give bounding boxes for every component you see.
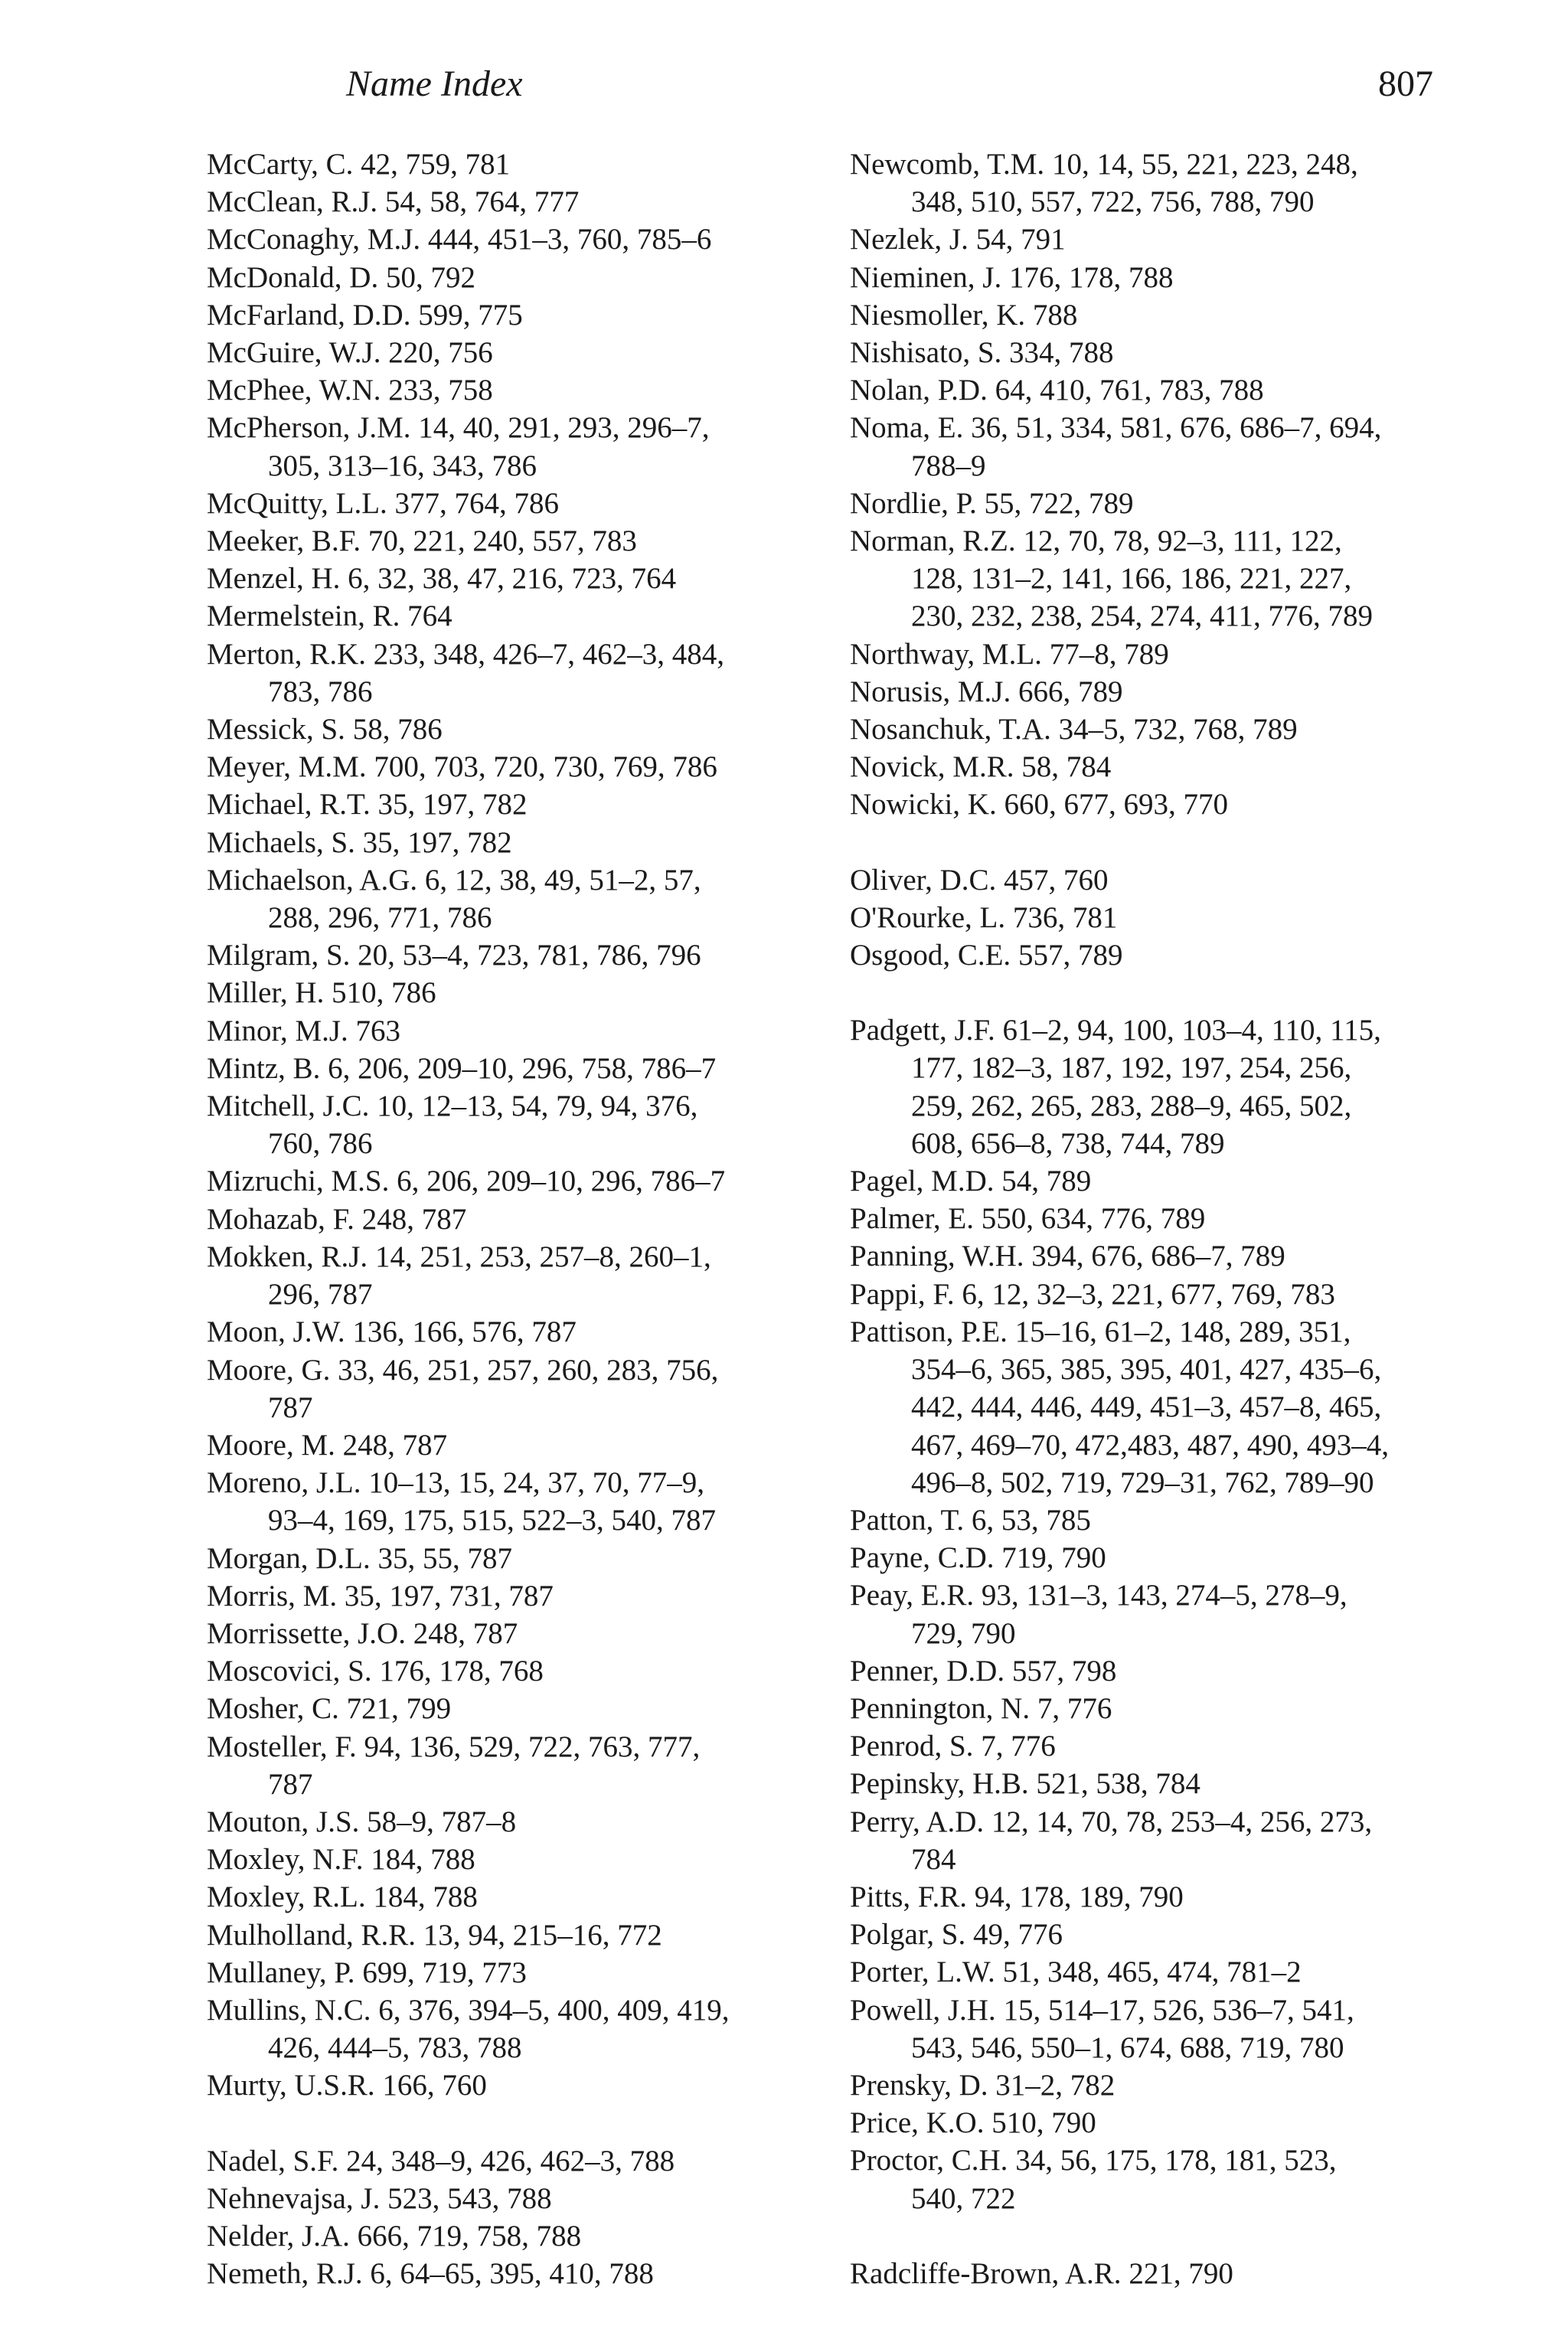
index-entry <box>207 711 812 748</box>
entry-page-refs: 14, 251, 253, 257–8, 260–1, 296, 787 <box>268 1240 711 1312</box>
entry-page-refs: 377, 764, 786 <box>394 486 560 520</box>
entry-page-refs: 550, 634, 776, 789 <box>981 1202 1206 1236</box>
entry-page-refs: 54, 791 <box>975 223 1066 256</box>
entry-name: McDonald, D. <box>207 260 379 294</box>
entry-page-refs: 394, 676, 686–7, 789 <box>1031 1240 1285 1273</box>
entry-name: Price, K.O. <box>850 2106 985 2140</box>
entry-name: Pepinsky, H.B. <box>850 1767 1029 1801</box>
entry-name: Michaels, S. <box>207 825 355 859</box>
entry-page-refs: 184, 788 <box>373 1880 478 1914</box>
entry-page-refs: 12, 70, 78, 92–3, 111, 122, 128, 131–2, 141, 166, 186, 221, 227, 230, 232, 238, 254, 274, 411, 776, 789 <box>911 524 1374 633</box>
entry-name: Mullins, N.C. <box>207 1993 371 2027</box>
entry-name: Nordlie, P. <box>850 486 977 520</box>
entry-name: McCarty, C. <box>207 148 354 181</box>
index-entry <box>850 2066 1508 2104</box>
index-entry <box>207 1351 812 1426</box>
entry-page-refs: 64, 410, 761, 783, 788 <box>995 374 1264 407</box>
index-entry <box>850 1276 1508 1313</box>
index-entry <box>850 2142 1508 2217</box>
entry-name: Moon, J.W. <box>207 1315 345 1349</box>
entry-name: McConaghy, M.J. <box>207 223 421 256</box>
index-entry <box>207 334 812 371</box>
entry-page-refs: 220, 756 <box>388 336 493 370</box>
entry-page-refs: 70, 221, 240, 557, 783 <box>368 524 637 558</box>
entry-name: Payne, C.D. <box>850 1541 995 1575</box>
entry-name: Oliver, D.C. <box>850 863 997 897</box>
index-entry <box>850 1991 1508 2066</box>
entry-page-refs: 15–16, 61–2, 148, 289, 351, 354–6, 365, 385, 395, 401, 427, 435–6, 442, 444, 446, 449, 451–3, 457–8, 465, 467, 469–70, 472,483, 487, 490, 493–4, 496–8, 502, 719, 729–31, 762, 789–90 <box>911 1315 1389 1499</box>
index-entry <box>207 748 812 786</box>
entry-page-refs: 50, 792 <box>385 260 475 294</box>
index-entry <box>850 1652 1508 1690</box>
entry-name: Murty, U.S.R. <box>207 2069 375 2102</box>
index-entry <box>207 861 812 936</box>
entry-page-refs: 58–9, 787–8 <box>367 1805 517 1838</box>
index-entry <box>207 597 812 635</box>
entry-page-refs: 35, 55, 787 <box>377 1541 513 1575</box>
entry-name: McPhee, W.N. <box>207 374 381 407</box>
entry-page-refs: 699, 719, 773 <box>362 1955 527 1989</box>
entry-page-refs: 36, 51, 334, 581, 676, 686–7, 694, 788–9 <box>911 411 1382 482</box>
entry-page-refs: 13, 94, 215–16, 772 <box>423 1918 662 1952</box>
entry-page-refs: 93, 131–3, 143, 274–5, 278–9, 729, 790 <box>911 1579 1348 1650</box>
entry-page-refs: 42, 759, 781 <box>361 148 511 181</box>
entry-page-refs: 700, 703, 720, 730, 769, 786 <box>374 750 717 784</box>
index-entry <box>850 1803 1508 1878</box>
entry-name: Minor, M.J. <box>207 1014 348 1047</box>
entry-name: Penner, D.D. <box>850 1654 1005 1687</box>
section-gap <box>850 2217 1508 2255</box>
entry-name: Miller, H. <box>207 976 325 1010</box>
entry-name: Morrissette, J.O. <box>207 1616 406 1650</box>
index-entry <box>850 748 1508 786</box>
entry-page-refs: 719, 790 <box>1001 1541 1106 1575</box>
entry-name: Menzel, H. <box>207 562 341 596</box>
entry-page-refs: 176, 178, 768 <box>379 1655 544 1688</box>
entry-name: Powell, J.H. <box>850 1993 996 2027</box>
index-entry <box>207 936 812 974</box>
index-entry <box>850 485 1508 522</box>
entry-name: Nieminen, J. <box>850 260 1002 294</box>
entry-name: Pagel, M.D. <box>850 1165 995 1198</box>
index-entry <box>207 1615 812 1652</box>
section-gap <box>850 974 1508 1011</box>
index-entry <box>207 485 812 522</box>
index-entry <box>850 635 1508 673</box>
index-entry <box>207 145 812 183</box>
index-entry <box>850 409 1508 484</box>
entry-name: Northway, M.L. <box>850 637 1042 671</box>
entry-name: Michael, R.T. <box>207 788 371 822</box>
entry-page-refs: 35, 197, 782 <box>377 788 528 822</box>
entry-name: Mitchell, J.C. <box>207 1090 370 1123</box>
entry-page-refs: 136, 166, 576, 787 <box>352 1315 577 1349</box>
entry-page-refs: 10, 12–13, 54, 79, 94, 376, 760, 786 <box>268 1090 698 1161</box>
index-entry <box>850 861 1508 899</box>
entry-name: Moreno, J.L. <box>207 1466 361 1500</box>
entry-page-refs: 521, 538, 784 <box>1036 1767 1200 1801</box>
index-entry <box>207 1238 812 1313</box>
entry-name: Moxley, N.F. <box>207 1843 364 1877</box>
index-column-right <box>850 145 1508 2292</box>
entry-name: Mizruchi, M.S. <box>207 1165 390 1198</box>
index-entry <box>207 1050 812 1087</box>
entry-name: Nehnevajsa, J. <box>207 2181 381 2215</box>
entry-name: Noma, E. <box>850 411 964 445</box>
entry-page-refs: 77–8, 789 <box>1049 637 1169 671</box>
entry-page-refs: 166, 760 <box>382 2069 487 2102</box>
entry-name: McPherson, J.M. <box>207 411 411 445</box>
entry-page-refs: 10, 14, 55, 221, 223, 248, 348, 510, 557, 722, 756, 788, 790 <box>911 148 1358 219</box>
entry-name: McFarland, D.D. <box>207 298 411 332</box>
index-entry <box>850 1690 1508 1727</box>
index-entry <box>207 2255 812 2292</box>
index-entry <box>850 259 1508 296</box>
entry-name: Mermelstein, R. <box>207 600 400 633</box>
index-entry <box>850 2104 1508 2142</box>
entry-page-refs: 666, 719, 758, 788 <box>357 2219 582 2253</box>
index-entry <box>207 2142 812 2180</box>
index-entry <box>207 635 812 711</box>
entry-name: Mohazab, F. <box>207 1202 354 1236</box>
entry-name: Meyer, M.M. <box>207 750 367 784</box>
entry-page-refs: 58, 784 <box>1021 750 1112 784</box>
entry-name: Moxley, R.L. <box>207 1880 366 1914</box>
entry-page-refs: 764 <box>407 600 452 633</box>
entry-page-refs: 24, 348–9, 426, 462–3, 788 <box>346 2144 675 2178</box>
index-entry <box>207 974 812 1011</box>
entry-name: Norman, R.Z. <box>850 524 1016 558</box>
index-entry <box>207 1577 812 1615</box>
entry-page-refs: 33, 46, 251, 257, 260, 283, 756, 787 <box>268 1353 719 1424</box>
entry-page-refs: 233, 758 <box>388 374 493 407</box>
index-entry <box>207 1464 812 1539</box>
entry-page-refs: 51, 348, 465, 474, 781–2 <box>1002 1955 1302 1989</box>
entry-page-refs: 184, 788 <box>371 1843 475 1877</box>
page-title: Name Index <box>346 64 523 104</box>
entry-name: McQuitty, L.L. <box>207 486 387 520</box>
index-entry <box>850 522 1508 635</box>
index-entry <box>207 1313 812 1351</box>
index-column-left <box>207 145 812 2292</box>
entry-page-refs: 176, 178, 788 <box>1008 260 1174 294</box>
entry-page-refs: 94, 178, 189, 790 <box>974 1880 1184 1913</box>
entry-name: Moore, G. <box>207 1353 331 1387</box>
entry-name: Penrod, S. <box>850 1730 974 1763</box>
index-entry <box>207 1878 812 1916</box>
index-entry <box>850 296 1508 334</box>
entry-page-refs: 35, 197, 782 <box>362 825 512 859</box>
index-entry <box>850 1878 1508 1916</box>
entry-page-refs: 457, 760 <box>1004 863 1109 897</box>
entry-name: Pitts, F.R. <box>850 1880 967 1913</box>
entry-name: Prensky, D. <box>850 2068 988 2102</box>
entry-name: Pennington, N. <box>850 1691 1031 1725</box>
index-entry <box>207 1012 812 1050</box>
entry-name: Moscovici, S. <box>207 1655 372 1688</box>
index-entry <box>207 1087 812 1162</box>
entry-name: Mosteller, F. <box>207 1730 357 1763</box>
index-entry <box>207 1201 812 1238</box>
entry-name: McGuire, W.J. <box>207 336 381 370</box>
entry-name: Perry, A.D. <box>850 1805 985 1838</box>
index-entry <box>850 1953 1508 1991</box>
index-entry <box>207 2217 812 2255</box>
index-entry <box>850 1162 1508 1200</box>
entry-page-refs: 6, 32, 38, 47, 216, 723, 764 <box>348 562 677 596</box>
entry-name: Radcliffe-Brown, A.R. <box>850 2256 1122 2290</box>
index-entry <box>207 1162 812 1200</box>
entry-page-refs: 12, 14, 70, 78, 253–4, 256, 273, 784 <box>911 1805 1373 1876</box>
entry-name: Osgood, C.E. <box>850 939 1011 972</box>
entry-name: Nelder, J.A. <box>207 2219 350 2253</box>
entry-page-refs: 54, 789 <box>1001 1165 1092 1198</box>
entry-page-refs: 523, 543, 788 <box>387 2181 552 2215</box>
entry-page-refs: 666, 789 <box>1018 675 1123 708</box>
entry-page-refs: 763 <box>355 1014 401 1047</box>
entry-name: O'Rourke, L. <box>850 900 1006 934</box>
entry-name: McClean, R.J. <box>207 185 378 219</box>
index-entry <box>850 1765 1508 1802</box>
page-number: 807 <box>1378 64 1433 104</box>
entry-name: Nemeth, R.J. <box>207 2257 363 2291</box>
entry-page-refs: 6, 376, 394–5, 400, 409, 419, 426, 444–5, 783, 788 <box>268 1993 730 2065</box>
entry-page-refs: 248, 787 <box>413 1616 518 1650</box>
entry-name: Moore, M. <box>207 1428 335 1462</box>
entry-name: Norusis, M.J. <box>850 675 1011 708</box>
index-entry <box>207 824 812 861</box>
entry-name: Mokken, R.J. <box>207 1240 368 1273</box>
index-entry <box>207 1991 812 2066</box>
entry-name: Michaelson, A.G. <box>207 863 418 897</box>
entry-name: Polgar, S. <box>850 1918 966 1952</box>
index-entry <box>207 1916 812 1954</box>
entry-page-refs: 221, 790 <box>1129 2256 1233 2290</box>
entry-page-refs: 6, 206, 209–10, 296, 758, 786–7 <box>328 1051 717 1085</box>
entry-name: Nadel, S.F. <box>207 2144 339 2178</box>
entry-page-refs: 788 <box>1032 298 1078 332</box>
entry-page-refs: 10–13, 15, 24, 37, 70, 77–9, 93–4, 169, 175, 515, 522–3, 540, 787 <box>268 1466 716 1537</box>
index-entry <box>850 1576 1508 1652</box>
entry-page-refs: 444, 451–3, 760, 785–6 <box>427 223 712 256</box>
entry-page-refs: 6, 12, 38, 49, 51–2, 57, 288, 296, 771, 786 <box>268 863 701 935</box>
index-entry <box>850 936 1508 974</box>
entry-name: Nolan, P.D. <box>850 374 988 407</box>
entry-page-refs: 14, 40, 291, 293, 296–7, 305, 313–16, 343, 786 <box>268 411 710 482</box>
entry-page-refs: 61–2, 94, 100, 103–4, 110, 115, 177, 182–3, 187, 192, 197, 254, 256, 259, 262, 265, 283, 288–9, 465, 502, 608, 656–8, 738, 744, 789 <box>911 1014 1381 1160</box>
index-entry <box>850 221 1508 258</box>
entry-name: Nishisato, S. <box>850 336 1002 370</box>
index-entry <box>207 296 812 334</box>
index-entry <box>850 1727 1508 1765</box>
entry-page-refs: 6, 64–65, 395, 410, 788 <box>370 2257 654 2291</box>
index-entry <box>207 409 812 484</box>
entry-page-refs: 510, 786 <box>332 976 436 1010</box>
entry-name: Mintz, B. <box>207 1051 321 1085</box>
entry-page-refs: 557, 789 <box>1018 939 1123 972</box>
entry-page-refs: 94, 136, 529, 722, 763, 777, 787 <box>268 1730 701 1801</box>
index-entry <box>207 371 812 409</box>
index-entry <box>850 1313 1508 1501</box>
entry-name: Panning, W.H. <box>850 1240 1024 1273</box>
index-entry <box>850 371 1508 409</box>
index-entry <box>207 1728 812 1803</box>
entry-page-refs: 49, 776 <box>972 1918 1063 1952</box>
entry-page-refs: 736, 781 <box>1012 900 1118 934</box>
entry-page-refs: 721, 799 <box>346 1692 452 1726</box>
index-entry <box>850 145 1508 221</box>
entry-page-refs: 55, 722, 789 <box>984 486 1134 520</box>
index-entry <box>207 1540 812 1577</box>
entry-name: Nezlek, J. <box>850 223 969 256</box>
entry-name: Porter, L.W. <box>850 1955 995 1989</box>
entry-name: Newcomb, T.M. <box>850 148 1045 181</box>
index-entry <box>207 560 812 597</box>
index-entry <box>207 183 812 221</box>
index-entry <box>207 1690 812 1727</box>
index-entry <box>207 1954 812 1991</box>
entry-page-refs: 660, 677, 693, 770 <box>1004 788 1228 822</box>
index-entry <box>850 711 1508 748</box>
index-entry <box>850 673 1508 711</box>
entry-page-refs: 20, 53–4, 723, 781, 786, 796 <box>358 939 701 972</box>
index-entry <box>850 2255 1508 2292</box>
index-entry <box>207 1841 812 1878</box>
entry-page-refs: 54, 58, 764, 777 <box>384 185 580 219</box>
entry-name: Palmer, E. <box>850 1202 974 1236</box>
index-entry <box>850 1237 1508 1275</box>
entry-page-refs: 510, 790 <box>991 2106 1096 2140</box>
entry-page-refs: 6, 206, 209–10, 296, 786–7 <box>397 1165 726 1198</box>
entry-name: Proctor, C.H. <box>850 2144 1008 2178</box>
index-entry <box>850 1011 1508 1162</box>
entry-name: Meeker, B.F. <box>207 524 361 558</box>
entry-page-refs: 599, 775 <box>418 298 523 332</box>
section-gap <box>850 824 1508 861</box>
index-entry <box>207 522 812 560</box>
index-entry <box>207 1426 812 1464</box>
entry-name: Messick, S. <box>207 713 345 747</box>
index-entry <box>850 786 1508 823</box>
entry-name: Milgram, S. <box>207 939 351 972</box>
entry-name: Peay, E.R. <box>850 1579 975 1612</box>
index-entry <box>207 1803 812 1841</box>
entry-page-refs: 34–5, 732, 768, 789 <box>1058 713 1298 747</box>
entry-name: Mouton, J.S. <box>207 1805 360 1838</box>
entry-page-refs: 34, 56, 175, 178, 181, 523, 540, 722 <box>911 2144 1337 2215</box>
entry-page-refs: 248, 787 <box>361 1202 467 1236</box>
entry-name: Morgan, D.L. <box>207 1541 371 1575</box>
entry-page-refs: 6, 53, 785 <box>971 1503 1091 1537</box>
entry-page-refs: 557, 798 <box>1011 1654 1117 1687</box>
entry-name: Mulholland, R.R. <box>207 1918 416 1952</box>
entry-name: Morris, M. <box>207 1579 338 1612</box>
index-entry <box>207 2066 812 2104</box>
entry-page-refs: 7, 776 <box>1037 1691 1112 1725</box>
entry-name: Mosher, C. <box>207 1692 339 1726</box>
index-entry <box>850 334 1508 371</box>
entry-name: Pattison, P.E. <box>850 1315 1008 1348</box>
entry-name: Mullaney, P. <box>207 1955 355 1989</box>
entry-name: Novick, M.R. <box>850 750 1014 784</box>
index-entry <box>850 1539 1508 1576</box>
index-entry <box>207 221 812 258</box>
entry-page-refs: 334, 788 <box>1009 336 1114 370</box>
entry-name: Nosanchuk, T.A. <box>850 713 1051 747</box>
entry-page-refs: 7, 776 <box>981 1730 1056 1763</box>
index-entry <box>207 2180 812 2217</box>
entry-name: Niesmoller, K. <box>850 298 1026 332</box>
entry-page-refs: 15, 514–17, 526, 536–7, 541, 543, 546, 550–1, 674, 688, 719, 780 <box>911 1993 1354 2064</box>
entry-page-refs: 35, 197, 731, 787 <box>344 1579 554 1612</box>
entry-page-refs: 58, 786 <box>352 713 443 747</box>
entry-name: Padgett, J.F. <box>850 1014 995 1047</box>
index-entry <box>850 1916 1508 1953</box>
index-entry <box>207 259 812 296</box>
index-entry <box>207 1652 812 1690</box>
entry-page-refs: 6, 12, 32–3, 221, 677, 769, 783 <box>962 1277 1335 1311</box>
entry-name: Merton, R.K. <box>207 637 366 671</box>
index-entry <box>850 1501 1508 1539</box>
index-entry <box>850 1200 1508 1237</box>
entry-page-refs: 233, 348, 426–7, 462–3, 484, 783, 786 <box>268 637 724 708</box>
entry-name: Patton, T. <box>850 1503 965 1537</box>
section-gap <box>207 2105 812 2142</box>
index-entry <box>207 786 812 823</box>
entry-name: Pappi, F. <box>850 1277 955 1311</box>
entry-name: Nowicki, K. <box>850 788 997 822</box>
entry-page-refs: 31–2, 782 <box>995 2068 1116 2102</box>
entry-page-refs: 248, 787 <box>342 1428 448 1462</box>
index-entry <box>850 899 1508 936</box>
